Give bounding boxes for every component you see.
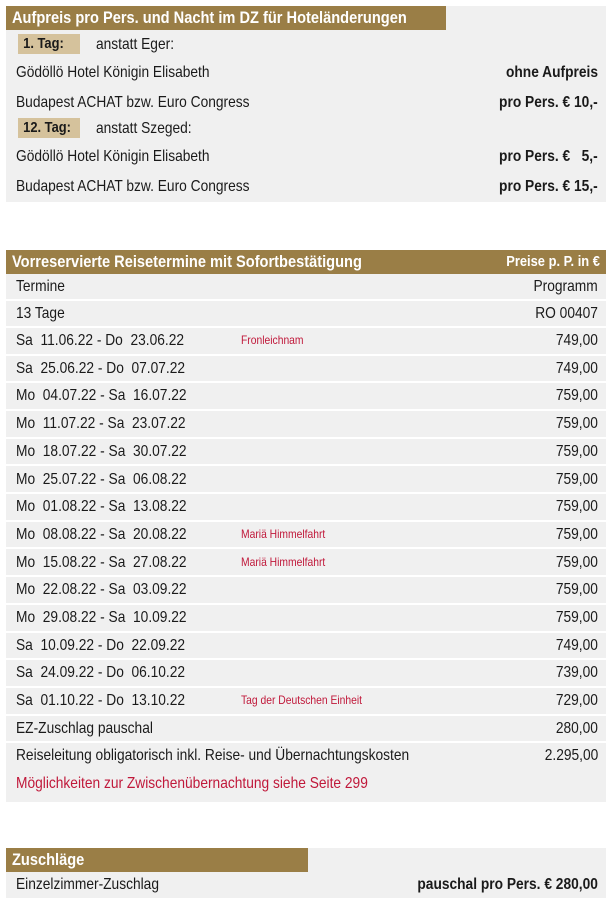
column-header-row	[6, 274, 606, 299]
tag-badge-1: 1. Tag:	[18, 34, 80, 54]
hotel-price: ohne Aufpreis	[506, 64, 598, 81]
table-row	[6, 439, 606, 464]
date-range: Mo 11.07.22 - Sa 23.07.22	[16, 415, 186, 433]
row-price: 759,00	[555, 553, 598, 571]
row-price: 759,00	[555, 442, 598, 460]
holiday-note: Mariä Himmelfahrt	[241, 526, 326, 541]
price-note: Preise p. P. in €	[506, 253, 600, 270]
ez-row	[6, 716, 606, 741]
date-range: Sa 01.10.22 - Do 13.10.22	[16, 692, 186, 710]
tag-badge-2: 12. Tag:	[18, 118, 80, 138]
aufpreis-section	[6, 6, 606, 202]
reiseleitung-row	[6, 743, 606, 768]
date-range: Mo 18.07.22 - Sa 30.07.22	[16, 442, 187, 460]
date-range: Sa 24.09.22 - Do 06.10.22	[16, 664, 186, 682]
date-range: Mo 01.08.22 - Sa 13.08.22	[16, 498, 187, 516]
table-row	[6, 467, 606, 492]
hotel-price: pro Pers. € 15,-	[499, 178, 598, 195]
table-row	[6, 577, 606, 602]
ez-label: EZ-Zuschlag pauschal	[16, 720, 153, 737]
row-price: 749,00	[555, 359, 598, 377]
row-price: 749,00	[555, 332, 598, 349]
zuschlaege-section	[6, 848, 606, 898]
duration-row	[6, 301, 606, 326]
row-price: 759,00	[555, 609, 598, 626]
aufpreis-title: Aufpreis pro Pers. und Nacht im DZ für Hoteländerungen	[12, 8, 407, 27]
zuschlag-price: pauschal pro Pers. € 280,00	[417, 876, 598, 893]
termine-header	[6, 250, 606, 274]
hotel-name: Budapest ACHAT bzw. Euro Congress	[16, 94, 250, 111]
hotel-row	[6, 60, 606, 86]
table-row	[6, 688, 606, 713]
termine-title: Vorreservierte Reisetermine mit Sofortbestätigung	[12, 252, 362, 271]
hotel-row	[6, 144, 606, 170]
zuschlaege-title: Zuschläge	[12, 850, 85, 869]
rl-price: 2.295,00	[544, 747, 598, 764]
holiday-note: Mariä Himmelfahrt	[241, 554, 326, 569]
termine-section	[6, 250, 606, 802]
zuschlag-row	[6, 872, 606, 898]
row-price: 729,00	[555, 692, 598, 710]
table-row	[6, 411, 606, 436]
row-price: 759,00	[555, 415, 598, 433]
hotel-price: pro Pers. € 10,-	[499, 94, 598, 111]
table-row	[6, 494, 606, 519]
row-price: 759,00	[555, 581, 598, 599]
date-range: Sa 10.09.22 - Do 22.09.22	[16, 636, 186, 654]
zuschlaege-header	[6, 848, 308, 872]
hotel-price: pro Pers. € 5,-	[499, 148, 598, 165]
row-price: 739,00	[555, 664, 598, 682]
holiday-note: Tag der Deutschen Einheit	[241, 693, 363, 708]
row-price: 759,00	[555, 387, 598, 405]
table-row	[6, 356, 606, 381]
table-row	[6, 633, 606, 658]
row-price: 759,00	[555, 525, 598, 543]
table-row	[6, 660, 606, 685]
hotel-name: Gödöllö Hotel Königin Elisabeth	[16, 64, 210, 81]
row-price: 759,00	[555, 470, 598, 488]
aufpreis-header	[6, 6, 446, 30]
table-row	[6, 522, 606, 547]
date-range: Sa 25.06.22 - Do 07.07.22	[16, 359, 186, 377]
ez-price: 280,00	[555, 720, 598, 737]
instead-label-1: anstatt Eger:	[96, 36, 175, 53]
hotel-row	[6, 90, 606, 116]
table-row	[6, 550, 606, 575]
date-range: Mo 15.08.22 - Sa 27.08.22	[16, 553, 187, 571]
date-range: Mo 04.07.22 - Sa 16.07.22	[16, 387, 187, 405]
program-code: RO 00407	[535, 305, 598, 322]
hotel-name: Budapest ACHAT bzw. Euro Congress	[16, 178, 250, 195]
hotel-row	[6, 174, 606, 200]
table-row	[6, 605, 606, 630]
row-price: 759,00	[555, 498, 598, 516]
date-range: Sa 11.06.22 - Do 23.06.22	[16, 332, 185, 349]
hotel-name: Gödöllö Hotel Königin Elisabeth	[16, 148, 210, 165]
col-programm: Programm	[533, 278, 598, 295]
date-range: Mo 22.08.22 - Sa 03.09.22	[16, 581, 187, 599]
holiday-note: Fronleichnam	[241, 333, 304, 347]
duration: 13 Tage	[16, 305, 65, 322]
date-range: Mo 29.08.22 - Sa 10.09.22	[16, 609, 187, 626]
zuschlag-label: Einzelzimmer-Zuschlag	[16, 876, 159, 893]
table-row	[6, 328, 606, 353]
date-range: Mo 08.08.22 - Sa 20.08.22	[16, 525, 187, 543]
col-termine: Termine	[16, 278, 65, 295]
hint-text: Möglichkeiten zur Zwischenübernachtung siehe Seite 299	[16, 775, 368, 792]
row-price: 749,00	[555, 636, 598, 654]
rl-label: Reiseleitung obligatorisch inkl. Reise- und Übernachtungskosten	[16, 747, 410, 764]
date-range: Mo 25.07.22 - Sa 06.08.22	[16, 470, 187, 488]
table-row	[6, 383, 606, 408]
instead-label-2: anstatt Szeged:	[96, 120, 192, 137]
